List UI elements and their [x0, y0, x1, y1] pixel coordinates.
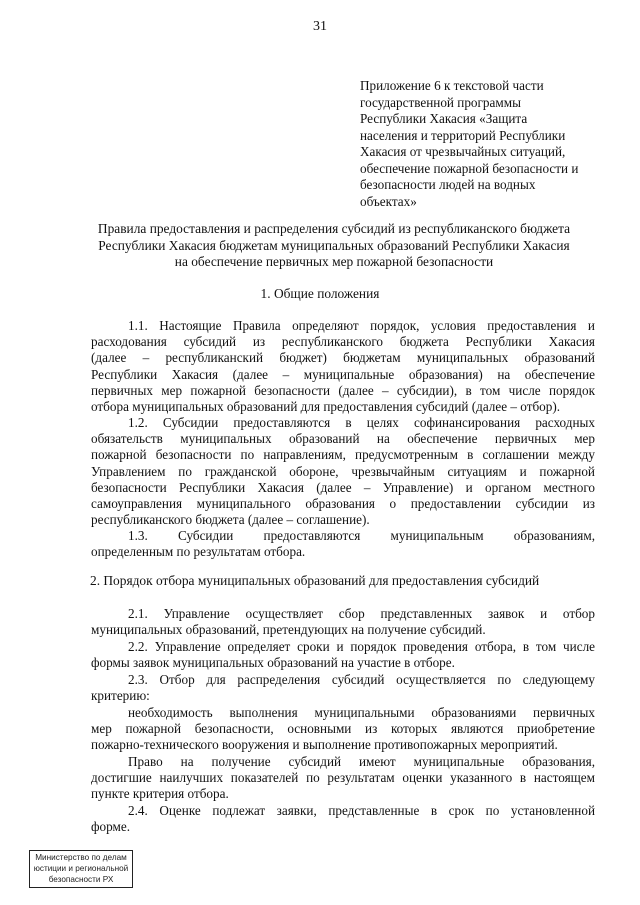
- section-1-heading: 1. Общие положения: [260, 286, 380, 301]
- annex-line: безопасности людей на водных: [360, 177, 536, 192]
- text-line: достигшие наилучших показателей по результатам оценки указанного в настоящем: [91, 770, 595, 786]
- paragraph-2-3: [91, 672, 595, 704]
- paragraph-1-1: [91, 318, 595, 415]
- paragraph-2-1: [91, 606, 595, 638]
- title-line: Республики Хакасия бюджетам муниципальных образований Республики Хакасия: [98, 237, 570, 253]
- annex-line: обеспечение пожарной безопасности и: [360, 160, 579, 176]
- text-line: 2.3. Отбор для распределения субсидий осуществляется по следующему: [128, 672, 595, 687]
- section-2-heading: 2. Порядок отбора муниципальных образований для предоставления субсидий: [90, 573, 540, 588]
- registration-stamp: [29, 850, 133, 888]
- text-line: формы заявок муниципальных образований на участие в отборе.: [91, 655, 455, 671]
- text-line: 2.4. Оценке подлежат заявки, представленные в срок по установленной: [128, 803, 595, 818]
- paragraph-2-2: [91, 639, 595, 671]
- text-line: необходимость выполнения муниципальными образованиями первичных: [128, 705, 595, 720]
- annex-block: [360, 78, 610, 210]
- annex-line: Республики Хакасия «Защита: [360, 111, 528, 126]
- page-number: 31: [313, 19, 327, 34]
- text-line: форме.: [91, 819, 131, 835]
- annex-line: Приложение 6 к текстовой части: [360, 78, 544, 93]
- annex-line: Хакасия от чрезвычайных ситуаций,: [360, 144, 566, 159]
- stamp-line: Министерство по делам: [35, 853, 127, 862]
- stamp-line: безопасности РХ: [48, 875, 114, 884]
- annex-line: населения и территорий Республики: [360, 127, 566, 143]
- text-line: определенным по результатам отбора.: [91, 544, 306, 560]
- title-line: на обеспечение первичных мер пожарной безопасности: [174, 254, 494, 269]
- paragraph-2-3-right: [91, 754, 595, 803]
- text-line: муниципальных образований, претендующих на получение субсидий.: [91, 622, 486, 638]
- paragraph-1-2: [91, 415, 595, 528]
- text-line: критерию:: [91, 688, 150, 704]
- text-line: отбора муниципальных образований для предоставления субсидий (далее – отбор).: [91, 399, 561, 415]
- text-line: пожарно-технического вооружения и выполнение противопожарных мероприятий.: [91, 737, 558, 753]
- annex-line: объектах»: [360, 193, 417, 209]
- text-line: Управлением по гражданской обороне, чрезвычайным ситуациям и пожарной: [91, 463, 595, 479]
- document-title: [60, 221, 608, 271]
- text-line: безопасности Республики Хакасия (далее – Управление) и органом местного: [91, 479, 595, 495]
- text-line: самоуправления муниципального образования о предоставлении субсидии из: [91, 496, 595, 512]
- annex-line: государственной программы: [360, 94, 521, 110]
- text-line: 2.2. Управление определяет сроки и порядок проведения отбора, в том числе: [128, 639, 595, 654]
- text-line: пожарной безопасности по направлениям, предусмотренным в соглашении между: [91, 447, 595, 463]
- text-line: расходования субсидий из республиканского бюджета Республики Хакасия: [91, 334, 595, 350]
- text-line: 1.1. Настоящие Правила определяют порядок, условия предоставления и: [128, 318, 595, 333]
- paragraph-2-4: [91, 803, 595, 835]
- text-line: (далее – республиканский бюджет) бюджетам муниципальных образований: [91, 350, 595, 366]
- stamp-line: юстиции и региональной: [33, 864, 129, 873]
- text-line: 1.2. Субсидии предоставляются в целях софинансирования расходных: [128, 415, 595, 430]
- text-line: Республики Хакасия (далее – муниципальные образования) на обеспечение: [91, 366, 595, 382]
- paragraph-2-3-criterion: [91, 705, 595, 754]
- text-line: первичных мер пожарной безопасности (далее – субсидии), в том числе порядок: [91, 382, 595, 398]
- text-line: пункте критерия отбора.: [91, 786, 229, 802]
- title-line: Правила предоставления и распределения субсидий из республиканского бюджета: [97, 221, 571, 236]
- text-line: обязательств муниципальных образований на обеспечение первичных мер: [91, 431, 595, 447]
- text-line: Право на получение субсидий имеют муниципальные образования,: [128, 754, 595, 769]
- text-line: мер пожарной безопасности, основными из которых являются приобретение: [91, 721, 595, 737]
- text-line: республиканского бюджета (далее – соглашение).: [91, 512, 370, 528]
- paragraph-1-3: [91, 528, 595, 560]
- text-line: 2.1. Управление осуществляет сбор представленных заявок и отбор: [128, 606, 595, 621]
- text-line: 1.3. Субсидии предоставляются муниципальным образованиям,: [128, 528, 595, 543]
